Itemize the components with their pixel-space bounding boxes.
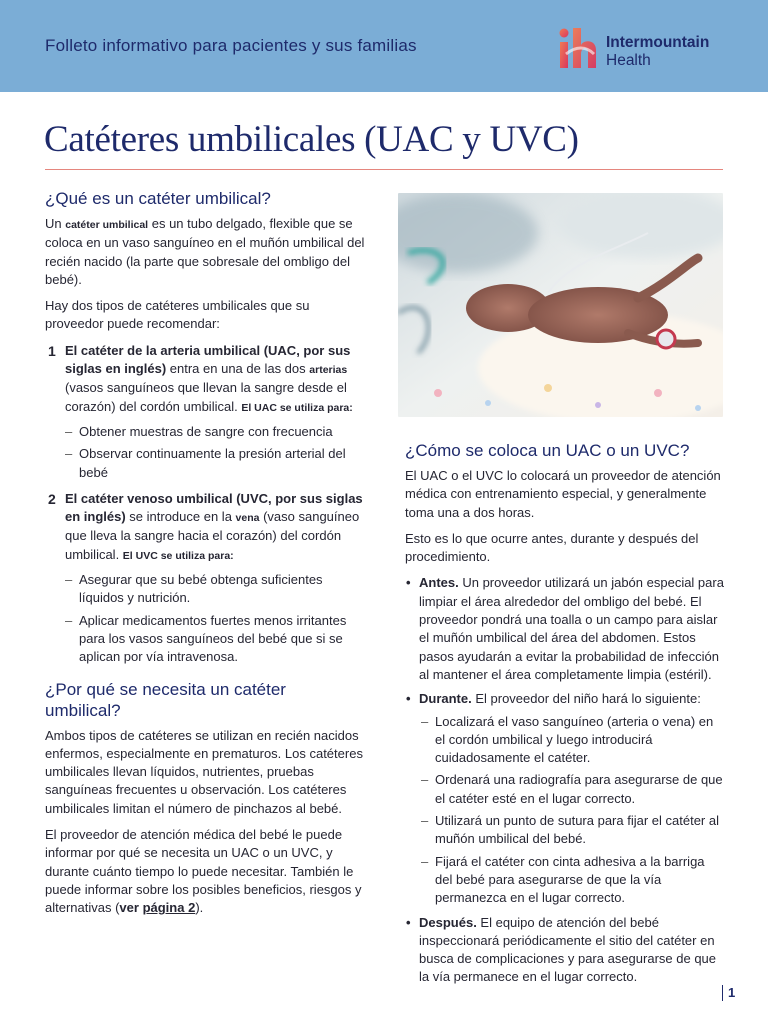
paragraph-definition bbox=[45, 215, 365, 289]
step-label: Antes. bbox=[419, 575, 459, 591]
text-run: ). bbox=[195, 900, 204, 916]
see-label: ver bbox=[119, 900, 143, 916]
page-2-link[interactable]: página 2 bbox=[142, 900, 196, 916]
step-during bbox=[405, 690, 725, 907]
numbered-item-uac bbox=[45, 342, 365, 417]
uac-title: El catéter de la arteria umbilical (UAC, por sus siglas en inglés) bbox=[65, 342, 351, 377]
list-item: – Utilizará un punto de sutura para fijar el catéter al muñón umbilical del bebé. bbox=[419, 812, 725, 849]
procedure-steps-list bbox=[405, 574, 725, 986]
section-heading-how-placed: ¿Cómo se coloca un UAC o un UVC? bbox=[405, 441, 690, 460]
logo-line-2: Health bbox=[606, 52, 651, 69]
during-sub-list bbox=[419, 713, 725, 908]
item-number: 2 bbox=[48, 490, 56, 507]
step-label: Durante. bbox=[419, 691, 472, 707]
uac-use-list bbox=[45, 423, 365, 482]
paragraph-how-1: El UAC o el UVC lo colocará un proveedor de atención médica con entrenamiento especial, y generalmente toma una a dos horas. bbox=[405, 468, 721, 520]
term-vein: vena bbox=[235, 512, 260, 525]
newborn-illustration bbox=[398, 193, 723, 417]
item-number: 1 bbox=[48, 342, 56, 359]
uvc-use-label: El UVC se utiliza para: bbox=[122, 549, 234, 562]
text-run: es un tubo delgado, flexible que se coloca en un vaso sanguíneo en el muñón umbilical del recién nacido (la parte que sobresale del ombligo del bebé). bbox=[45, 216, 365, 287]
paragraph-why-2 bbox=[45, 826, 365, 917]
intermountain-logo[interactable] bbox=[556, 24, 736, 74]
title-divider bbox=[45, 169, 723, 170]
text-run: Un bbox=[45, 216, 66, 231]
left-column bbox=[45, 188, 365, 926]
logo-wordmark bbox=[606, 34, 709, 70]
logo-mark-icon bbox=[556, 24, 600, 72]
text-run: Un proveedor utilizará un jabón especial para limpiar el área alrededor del ombligo del bebé. El proveedor pondrá una toalla o un campo para aislar el muñón umbilical del área del abdomen. Estos pasos ayudarán a evitar la probabilidad de infección al mantener el área completamente limpia (estéril). bbox=[419, 575, 724, 682]
text-run: (vaso sanguíneo que lleva la sangre hacia el corazón) del cordón umbilical. bbox=[65, 509, 360, 562]
uvc-title: El catéter venoso umbilical (UVC, por sus siglas en inglés) bbox=[65, 490, 363, 525]
text-run: entra en una de las dos bbox=[166, 361, 310, 377]
section-heading-why-needed: ¿Por qué se necesita un catéter umbilical? bbox=[45, 679, 286, 720]
list-item: – Localizará el vaso sanguíneo (arteria o vena) en el cordón umbilical y luego introducirá cuidadosamente el catéter. bbox=[419, 713, 725, 768]
text-run: El equipo de atención del bebé inspeccionará periódicamente el sitio del catéter en busca de complicaciones y para asegurarse de que la vía permanece en el lugar correcto. bbox=[419, 914, 717, 985]
right-column bbox=[405, 440, 725, 993]
step-after bbox=[405, 914, 725, 987]
text-run: se introduce en la bbox=[125, 509, 236, 525]
text-run: (vasos sanguíneos que llevan la sangre desde el corazón) del cordón umbilical. bbox=[65, 380, 347, 414]
text-run: El proveedor del niño hará lo siguiente: bbox=[471, 691, 701, 707]
term-arteries: arterias bbox=[309, 364, 348, 377]
list-item: – Observar continuamente la presión arterial del bebé bbox=[45, 445, 365, 482]
list-item: – Fijará el catéter con cinta adhesiva a la barriga del bebé para asegurarse de que la vía permanezca en el lugar correcto. bbox=[419, 853, 725, 908]
logo-line-1: Intermountain bbox=[606, 34, 710, 51]
page-number: 1 bbox=[722, 985, 735, 1001]
paragraph-how-2: Esto es lo que ocurre antes, durante y después del procedimiento. bbox=[405, 530, 699, 565]
numbered-item-uvc bbox=[45, 490, 365, 565]
page-title: Catéteres umbilicales (UAC y UVC) bbox=[44, 119, 579, 160]
text-run: El proveedor de atención médica del bebé le puede informar por qué se necesita un UAC o un UVC, y durante cuánto tiempo lo puede necesitar. También le puede informar sobre los posibles beneficios, riesgos y alternativas ( bbox=[45, 827, 362, 916]
newborn-photo bbox=[398, 193, 723, 417]
list-item: – Ordenará una radiografía para asegurarse de que el catéter esté en el lugar correcto. bbox=[419, 771, 725, 808]
list-item: – Asegurar que su bebé obtenga suficientes líquidos y nutrición. bbox=[45, 571, 365, 608]
step-before bbox=[405, 574, 725, 684]
step-label: Después. bbox=[419, 914, 477, 930]
section-heading-what-is: ¿Qué es un catéter umbilical? bbox=[45, 189, 271, 208]
header-title: Folleto informativo para pacientes y sus familias bbox=[45, 36, 417, 55]
list-item: – Aplicar medicamentos fuertes menos irritantes para los vasos sanguíneos del bebé que si se aplican por vía intravenosa. bbox=[45, 612, 365, 667]
list-item: – Obtener muestras de sangre con frecuencia bbox=[45, 423, 365, 441]
term-umbilical-catheter: catéter umbilical bbox=[65, 219, 149, 231]
header-band bbox=[0, 0, 768, 92]
paragraph-types-intro: Hay dos tipos de catéteres umbilicales que su proveedor puede recomendar: bbox=[45, 298, 310, 332]
paragraph-why-1: Ambos tipos de catéteres se utilizan en recién nacidos enfermos, especialmente en prematuros. Los catéteres umbilicales llevan líquidos, nutrientes, pruebas sanguíneas frecuentes u observación. Los catéteres umbilicales limitan el número de pinchazos al bebé. bbox=[45, 727, 363, 816]
uvc-use-list bbox=[45, 571, 365, 666]
uac-use-label: El UAC se utiliza para: bbox=[241, 401, 353, 414]
